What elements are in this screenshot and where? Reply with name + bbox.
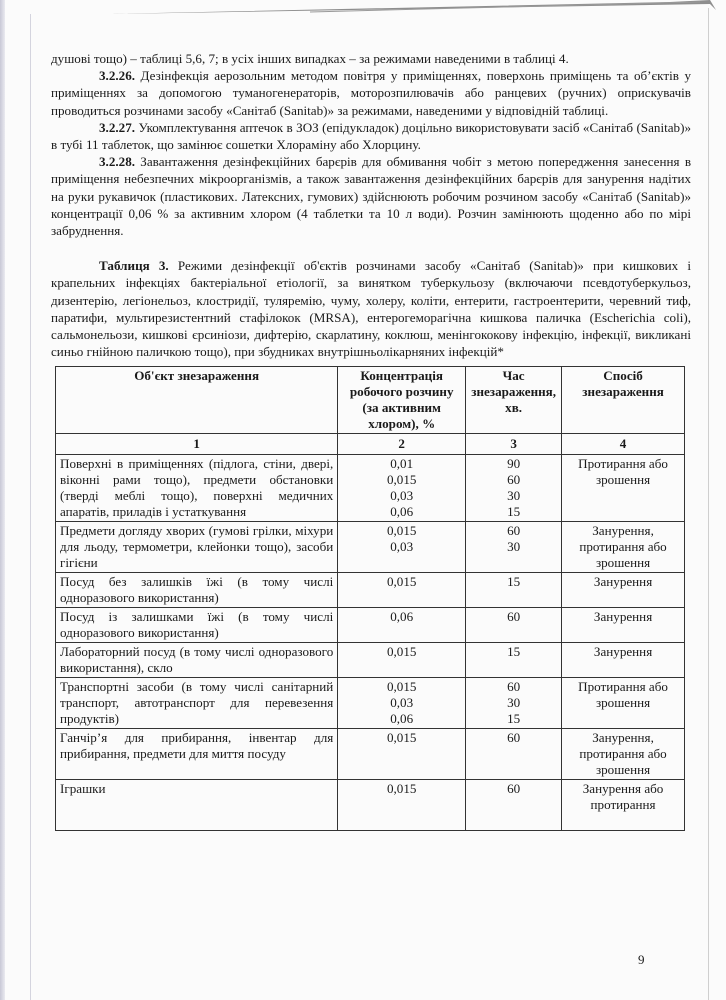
time-value: 90 [507,456,521,472]
table-row [56,455,685,522]
concentration-value: 0,03 [390,695,414,711]
section-text: Завантаження дезінфекційних барєрів для обмивання чобіт з метою попередження занесення в приміщення небезпечних мікроорганізмів, а також завантаження дезінфекційних барєрів для занурення надітих на руки рукавичок (пластикових. Латексних, гумових) здійснюють робочим розчином засобу «Санітаб (Sanitab)» концентрації 0,06 % за активним хлором (4 таблетки та 10 л води). Розчин замінюють щоденно або по мірі забруднення. [51,154,691,239]
concentration-cell: 0,015 [338,573,466,608]
concentration-cell [338,455,466,522]
method-cell: Протирання або зрошення [562,455,685,522]
time-value: 30 [507,488,521,504]
object-cell: Посуд із залишками їжі (в тому числі одноразового використання) [56,608,338,643]
column-number: 2 [338,434,466,455]
header-method: Спосіб знезараження [562,367,685,434]
scan-left-edge [0,0,5,1000]
method-cell: Занурення, протирання або зрошення [562,522,685,573]
table-row [56,729,685,780]
concentration-value: 0,06 [390,504,414,520]
header-time: Час знезараження, хв. [466,367,562,434]
time-cell: 60 [466,729,562,780]
object-cell: Лабораторний посуд (в тому числі одноразового використання), скло [56,643,338,678]
concentration-value: 0,015 [386,472,417,488]
table-row [56,678,685,729]
object-cell: Предмети догляду хворих (гумові грілки, міхури для льоду, термометри, клейонки тощо), засоби гігієни [56,522,338,573]
column-number-row [56,434,685,455]
intro-continuation: душові тощо) – таблиці 5,6, 7; в усіх інших випадках – за режимами наведеними в таблиці 4. [51,51,569,66]
time-value: 30 [507,695,521,711]
scan-margin-line [30,14,31,1000]
object-cell: Посуд без залишків їжі (в тому числі одноразового використання) [56,573,338,608]
concentration-value: 0,03 [390,488,414,504]
object-cell: Транспортні засоби (в тому числі санітарний транспорт, автотранспорт для перевезення продуктів) [56,678,338,729]
time-cell: 15 [466,573,562,608]
table-row [56,780,685,831]
concentration-value: 0,01 [390,456,414,472]
section-3-2-26 [51,67,691,119]
concentration-cell: 0,06 [338,608,466,643]
concentration-cell: 0,015 [338,643,466,678]
method-cell: Занурення або протирання [562,780,685,831]
method-cell: Занурення [562,573,685,608]
time-cell: 15 [466,643,562,678]
time-value: 60 [507,472,521,488]
time-value: 60 [507,679,521,695]
concentration-value: 0,015 [386,679,417,695]
time-value: 60 [507,523,521,539]
concentration-cell [338,522,466,573]
time-value: 15 [507,711,521,727]
method-cell: Занурення, протирання або зрошення [562,729,685,780]
time-cell [466,522,562,573]
column-number: 1 [56,434,338,455]
section-number: 3.2.26. [99,68,136,84]
section-3-2-28 [51,153,691,239]
object-cell: Іграшки [56,780,338,831]
header-object: Об'єкт знезараження [56,367,338,434]
table-row [56,522,685,573]
table-row [56,608,685,643]
document-page [51,50,691,831]
method-cell: Занурення [562,643,685,678]
table-row [56,643,685,678]
scan-right-edge [708,8,709,1000]
method-cell: Протирання або зрошення [562,678,685,729]
concentration-cell: 0,015 [338,729,466,780]
concentration-cell: 0,015 [338,780,466,831]
column-number: 3 [466,434,562,455]
time-value: 15 [507,504,521,520]
time-cell: 60 [466,608,562,643]
time-cell [466,678,562,729]
table-label: Таблиця 3. [99,258,169,274]
time-value: 30 [507,539,521,555]
concentration-value: 0,06 [390,711,414,727]
page-number: 9 [638,952,645,967]
table-caption [51,257,691,360]
table-header-row [56,367,685,434]
concentration-cell [338,678,466,729]
concentration-value: 0,015 [386,523,417,539]
section-number: 3.2.28. [99,154,136,170]
time-cell: 60 [466,780,562,831]
concentration-value: 0,03 [390,539,414,555]
table-row [56,573,685,608]
column-number: 4 [562,434,685,455]
section-text: Дезінфекція аерозольним методом повітря у приміщеннях, поверхонь приміщень та об’єктів у приміщеннях за допомогою туманогенераторів, моторозпилювачів або ранцевих (ручних) оприскувачів проводиться розчинами засобу «Санітаб (Sanitab)» за режимами, наведеними у відповідній таблиці. [51,68,691,118]
section-text: Укомплектування аптечок в ЗОЗ (епідукладок) доцільно використовувати засіб «Санітаб (Sanitab)» в тубі 11 таблеток, що замінює сошетки Хлораміну або Хлорцину. [51,119,691,153]
method-cell: Занурення [562,608,685,643]
table-caption-text: Режими дезінфекції об'єктів розчинами засобу «Санітаб (Sanitab)» при кишкових і крапельних інфекціях бактеріальної етіології, за винятком туберкульозу (включаючи псевдотуберкульоз, дизентерію, легіонельоз, клостридії, туляремію, чуму, холеру, коліти, ентерити, гастроентерити, черевний тиф, паратифи, мультирезистентний стафілокок (MRSA), ентерогеморагічна кишкова паличка (Escherichia coli), сальмонельози, кишкові єрсиніози, дифтерію, скарлатину, коклюш, менінгококову інфекцію, інфекції, викликані синьо гнійною паличкою тощо), при збудниках внутрішньолікарняних інфекцій* [51,258,691,360]
time-cell [466,455,562,522]
object-cell: Ганчір’я для прибирання, інвентар для прибирання, предмети для миття посуду [56,729,338,780]
section-3-2-27 [51,119,691,153]
scan-page-curl [110,0,726,18]
disinfection-table [55,366,685,831]
section-number: 3.2.27. [99,119,136,135]
object-cell: Поверхні в приміщеннях (підлога, стіни, двері, віконні рами тощо), предмети обстановки (тверді меблі тощо), поверхні медичних апаратів, приладів і устаткування [56,455,338,522]
header-concentration: Концентрація робочого розчину (за активним хлором), % [338,367,466,434]
